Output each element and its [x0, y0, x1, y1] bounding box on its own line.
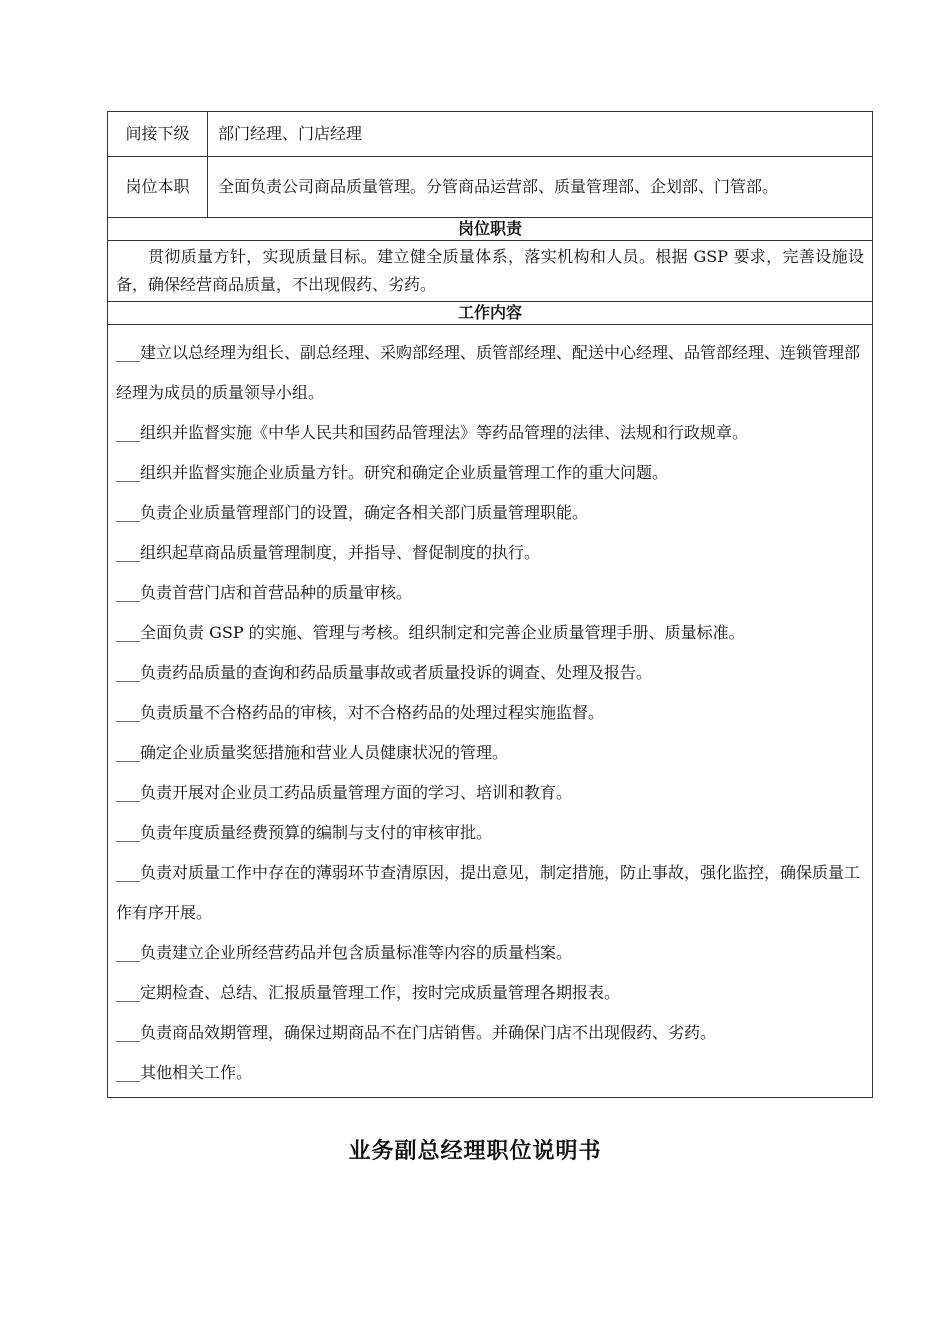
work-item: [116, 453, 864, 493]
responsibilities-text-row: [108, 241, 873, 302]
work-item-blank: ___: [116, 1023, 140, 1042]
work-item: [116, 613, 864, 653]
work-item-text: 负责对质量工作中存在的薄弱环节查清原因，提出意见，制定措施，防止事故，强化监控，确保质量工作有序开展。: [116, 863, 861, 922]
position-duty-label: 岗位本职: [108, 157, 208, 218]
position-duty-value: 全面负责公司商品质量管理。分管商品运营部、质量管理部、企划部、门管部。: [208, 157, 873, 218]
work-item-blank: ___: [116, 503, 140, 522]
work-item: [116, 973, 864, 1013]
work-item-text: 负责年度质量经费预算的编制与支付的审核审批。: [140, 823, 493, 842]
work-item-text: 负责开展对企业员工药品质量管理方面的学习、培训和教育。: [140, 783, 573, 802]
job-description-table: [107, 111, 873, 1098]
work-item: [116, 533, 864, 573]
work-item-text: 其他相关工作。: [140, 1063, 253, 1082]
work-content-heading: 工作内容: [108, 302, 873, 325]
work-item: [116, 333, 864, 413]
work-item: [116, 413, 864, 453]
work-item-text: 全面负责 GSP 的实施、管理与考核。组织制定和完善企业质量管理手册、质量标准。: [140, 623, 745, 642]
work-item: [116, 813, 864, 853]
work-item-blank: ___: [116, 983, 140, 1002]
work-item: [116, 733, 864, 773]
work-item-blank: ___: [116, 423, 140, 442]
work-item-text: 负责建立企业所经营药品并包含质量标准等内容的质量档案。: [140, 943, 573, 962]
work-item-text: 建立以总经理为组长、副总经理、采购部经理、质管部经理、配送中心经理、品管部经理、连锁管理部经理为成员的质量领导小组。: [116, 343, 861, 402]
work-item: [116, 1013, 864, 1053]
work-item-blank: ___: [116, 783, 140, 802]
work-item-text: 定期检查、总结、汇报质量管理工作，按时完成质量管理各期报表。: [140, 983, 621, 1002]
work-item-text: 负责首营门店和首营品种的质量审核。: [140, 583, 413, 602]
work-item-blank: ___: [116, 663, 140, 682]
position-duty-row: [108, 157, 873, 218]
work-item-blank: ___: [116, 543, 140, 562]
work-content-list: [108, 325, 873, 1098]
work-item: [116, 493, 864, 533]
work-item: [116, 573, 864, 613]
indirect-subordinates-row: [108, 112, 873, 157]
work-item: [116, 1053, 864, 1093]
work-item-blank: ___: [116, 623, 140, 642]
work-content-row: [108, 325, 873, 1098]
work-item-blank: ___: [116, 823, 140, 842]
responsibilities-text: 贯彻质量方针，实现质量目标。建立健全质量体系，落实机构和人员。根据 GSP 要求，完善设施设备，确保经营商品质量，不出现假药、劣药。: [108, 241, 873, 302]
work-item-text: 负责药品质量的查询和药品质量事故或者质量投诉的调查、处理及报告。: [140, 663, 653, 682]
work-item: [116, 853, 864, 933]
work-item-text: 负责企业质量管理部门的设置，确定各相关部门质量管理职能。: [140, 503, 589, 522]
indirect-subordinates-value: 部门经理、门店经理: [208, 112, 873, 157]
work-item: [116, 693, 864, 733]
responsibilities-heading: 岗位职责: [108, 218, 873, 241]
work-item-text: 组织起草商品质量管理制度，并指导、督促制度的执行。: [140, 543, 541, 562]
responsibilities-heading-row: [108, 218, 873, 241]
work-item-blank: ___: [116, 1063, 140, 1082]
next-section-title: 业务副总经理职位说明书: [348, 1139, 602, 1164]
work-item-blank: ___: [116, 343, 140, 362]
work-item-blank: ___: [116, 583, 140, 602]
work-item-text: 组织并监督实施企业质量方针。研究和确定企业质量管理工作的重大问题。: [140, 463, 669, 482]
work-item-blank: ___: [116, 703, 140, 722]
work-item: [116, 933, 864, 973]
work-item-text: 组织并监督实施《中华人民共和国药品管理法》等药品管理的法律、法规和行政规章。: [140, 423, 749, 442]
work-item-blank: ___: [116, 943, 140, 962]
work-item-text: 确定企业质量奖惩措施和营业人员健康状况的管理。: [140, 743, 509, 762]
work-item-blank: ___: [116, 743, 140, 762]
work-item-blank: ___: [116, 863, 140, 882]
work-item-text: 负责商品效期管理，确保过期商品不在门店销售。并确保门店不出现假药、劣药。: [140, 1023, 717, 1042]
work-item-text: 负责质量不合格药品的审核，对不合格药品的处理过程实施监督。: [140, 703, 605, 722]
work-item: [116, 653, 864, 693]
work-content-heading-row: [108, 302, 873, 325]
indirect-subordinates-label: 间接下级: [108, 112, 208, 157]
work-item: [116, 773, 864, 813]
work-item-blank: ___: [116, 463, 140, 482]
